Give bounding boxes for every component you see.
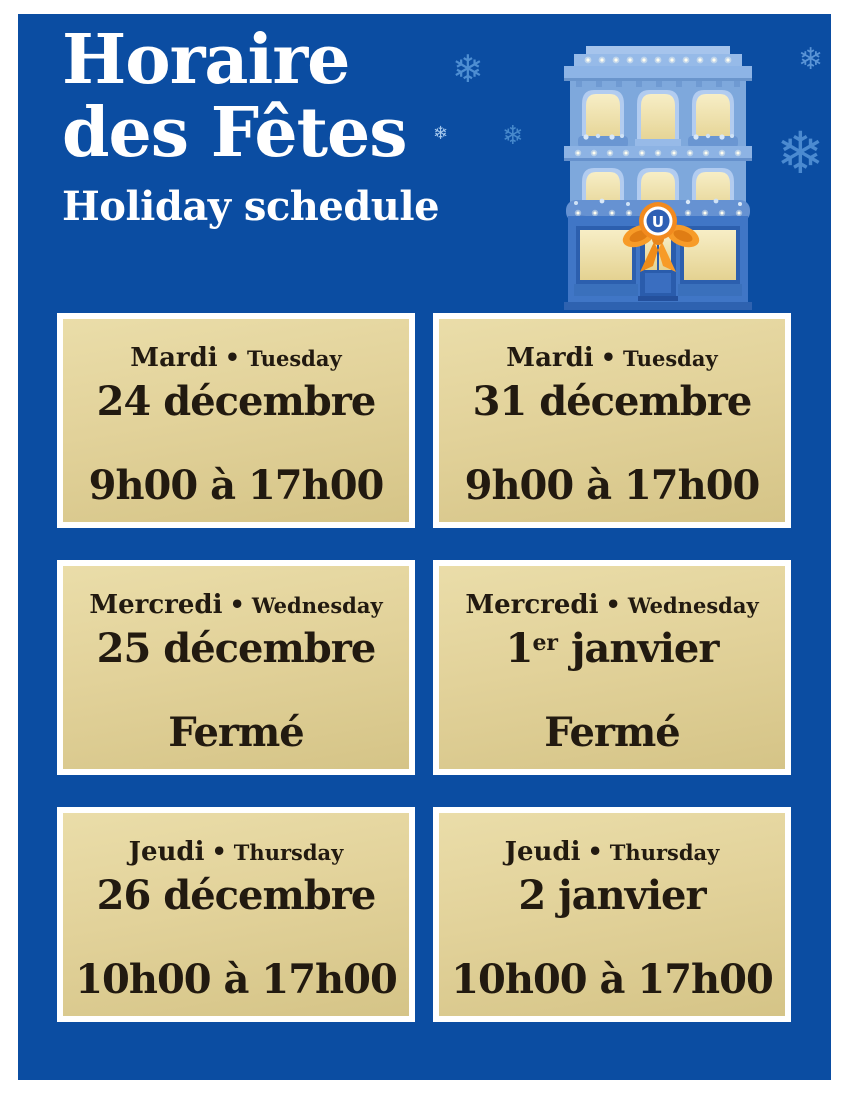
day-en: Tuesday xyxy=(247,346,342,371)
day-fr: Mardi xyxy=(130,343,218,373)
schedule-card-dec31 xyxy=(433,313,791,528)
hours-text: 9h00 à 17h00 xyxy=(464,462,760,509)
u-logo-letter: U xyxy=(651,213,665,231)
store-building-illustration xyxy=(558,40,758,312)
bullet-separator: • xyxy=(229,590,245,619)
date-line xyxy=(63,621,409,671)
bullet-separator: • xyxy=(224,343,241,372)
day-line xyxy=(63,837,409,868)
title-block xyxy=(62,20,440,230)
snowflake-icon: ❄ xyxy=(776,119,825,187)
day-fr: Mercredi xyxy=(89,590,223,620)
date-rest: janvier xyxy=(558,625,719,672)
schedule-card-dec25 xyxy=(57,560,415,775)
date-line xyxy=(63,374,409,424)
day-en: Wednesday xyxy=(627,593,759,618)
snowflake-icon: ❄ xyxy=(798,42,824,77)
bullet-separator: • xyxy=(605,590,621,619)
date-line xyxy=(439,374,785,424)
day-line xyxy=(439,343,785,374)
day-fr: Jeudi xyxy=(504,837,581,867)
schedule-card-jan2 xyxy=(433,807,791,1022)
bullet-separator: • xyxy=(587,837,603,866)
day-en: Wednesday xyxy=(251,593,383,618)
day-line xyxy=(439,837,785,868)
date-line xyxy=(63,868,409,918)
poster-background xyxy=(18,14,831,1080)
schedule-card-jan1 xyxy=(433,560,791,775)
bullet-separator: • xyxy=(211,837,227,866)
date-text: 1 xyxy=(505,625,533,672)
schedule-card-dec24 xyxy=(57,313,415,528)
day-en: Tuesday xyxy=(623,346,718,371)
date-superscript: er xyxy=(532,630,559,656)
hours-text: Fermé xyxy=(168,709,304,756)
bullet-separator: • xyxy=(600,343,617,372)
snowflake-icon: ❄ xyxy=(502,121,524,151)
day-en: Thursday xyxy=(233,840,344,865)
day-line xyxy=(439,590,785,621)
page-subtitle: Holiday schedule xyxy=(62,183,440,230)
date-text: 24 décembre xyxy=(96,378,376,425)
date-text: 2 janvier xyxy=(518,872,706,919)
date-text: 25 décembre xyxy=(96,625,376,672)
u-logo-badge xyxy=(639,202,677,240)
day-line xyxy=(63,343,409,374)
hours-text: Fermé xyxy=(544,709,680,756)
date-text: 31 décembre xyxy=(472,378,752,425)
day-fr: Mercredi xyxy=(465,590,599,620)
hours-text: 10h00 à 17h00 xyxy=(75,956,397,1003)
date-line xyxy=(439,868,785,918)
page-title-line2: des Fêtes xyxy=(62,93,407,173)
day-fr: Jeudi xyxy=(128,837,205,867)
date-line xyxy=(439,621,785,671)
day-line xyxy=(63,590,409,621)
schedule-card-dec26 xyxy=(57,807,415,1022)
snowflake-icon: ❄ xyxy=(433,123,449,144)
day-fr: Mardi xyxy=(506,343,594,373)
page-title-line1: Horaire xyxy=(62,20,350,100)
hours-text: 10h00 à 17h00 xyxy=(451,956,773,1003)
schedule-cards-grid xyxy=(57,313,791,1022)
day-en: Thursday xyxy=(609,840,720,865)
date-text: 26 décembre xyxy=(96,872,376,919)
snowflake-icon: ❄ xyxy=(452,47,484,91)
hours-text: 9h00 à 17h00 xyxy=(88,462,384,509)
